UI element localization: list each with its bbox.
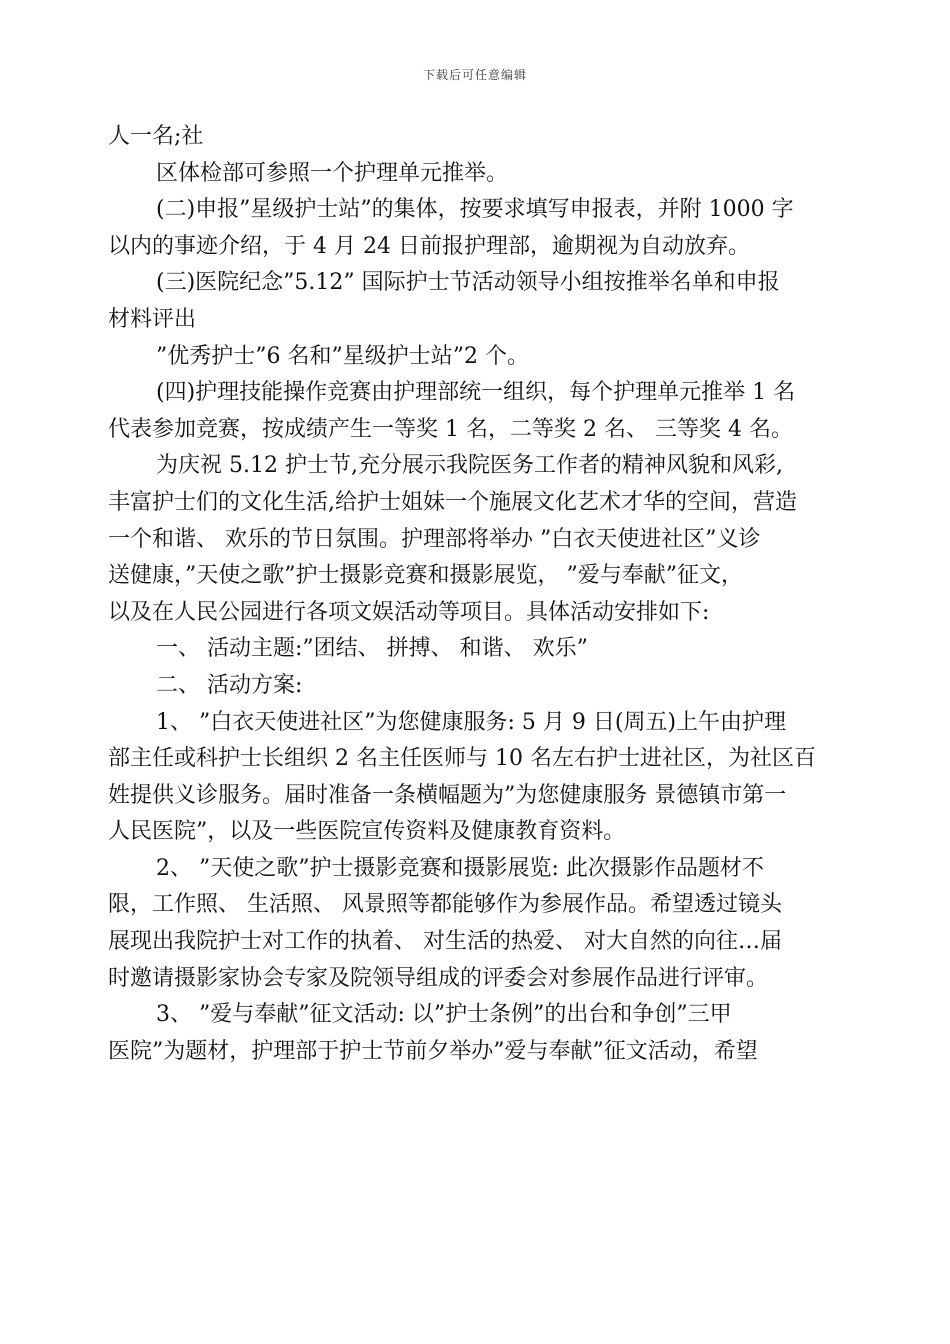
text-line: 一个和谐、 欢乐的节日氛围。护理部将举办 ”白衣天使进社区”义诊 — [108, 526, 761, 552]
text-line: 姓提供义诊服务。届时准备一条横幅题为”为您健康服务 景德镇市第一 — [108, 782, 787, 808]
text-line: 送健康，”天使之歌”护士摄影竞赛和摄影展览， ”爱与奉献”征文， — [108, 563, 743, 589]
text-line: 代表参加竞赛，按成绩产生一等奖 1 名，二等奖 2 名、 三等奖 4 名。 — [108, 416, 793, 442]
text-line: 区体检部可参照一个护理单元推举。 — [156, 160, 509, 186]
text-line: 展现出我院护士对工作的执着、 对生活的热爱、 对大自然的向往…届 — [108, 929, 782, 955]
document-body — [108, 119, 843, 1070]
text-line: 时邀请摄影家协会专家及院领导组成的评委会对参展作品进行评审。 — [108, 965, 769, 991]
text-line: 3、 ”爱与奉献”征文活动: 以”护士条例”的出台和争创”三甲 — [156, 1002, 732, 1028]
text-line: 限，工作照、 生活照、 风景照等都能够作为参展作品。希望透过镜头 — [108, 892, 782, 918]
text-line: (二)申报”星级护士站”的集体，按要求填写申报表，并附 1000 字 — [156, 197, 794, 223]
text-line: 为庆祝 5.12 护士节,充分展示我院医务工作者的精神风貌和风彩, — [156, 453, 783, 479]
text-line: 以及在人民公园进行各项文娱活动等项目。具体活动安排如下: — [108, 599, 710, 625]
text-line: 材料评出 — [108, 306, 197, 332]
text-line: 一、 活动主题:”团结、 拼搏、 和谐、 欢乐” — [156, 636, 588, 662]
text-line: 1、 ”白衣天使进社区”为您健康服务: 5 月 9 日(周五)上午由护理 — [156, 709, 787, 735]
text-line: 丰富护士们的文化生活,给护士姐妹一个施展文化艺术才华的空间，营造 — [108, 489, 797, 515]
text-line: 医院”为题材，护理部于护士节前夕举办”爱与奉献”征文活动，希望 — [108, 1038, 758, 1064]
text-line: 二、 活动方案: — [156, 672, 303, 698]
text-line: 人一名;社 — [108, 124, 204, 149]
text-line: 人民医院”，以及一些医院宣传资料及健康教育资料。 — [108, 819, 626, 845]
page-header: 下载后可任意编辑 — [422, 68, 527, 82]
text-line: 部主任或科护士长组织 2 名主任医师与 10 名左右护士进社区，为社区百 — [108, 746, 816, 772]
text-line: (三)医院纪念”5.12” 国际护士节活动领导小组按推举名单和申报 — [156, 270, 780, 296]
text-line: ”优秀护士”6 名和”星级护士站”2 个。 — [156, 343, 529, 369]
text-line: 以内的事迹介绍，于 4 月 24 日前报护理部，逾期视为自动放弃。 — [108, 233, 750, 259]
text-line: 2、 ”天使之歌”护士摄影竞赛和摄影展览: 此次摄影作品题材不 — [156, 855, 764, 881]
text-line: (四)护理技能操作竞赛由护理部统一组织，每个护理单元推举 1 名 — [156, 380, 796, 406]
